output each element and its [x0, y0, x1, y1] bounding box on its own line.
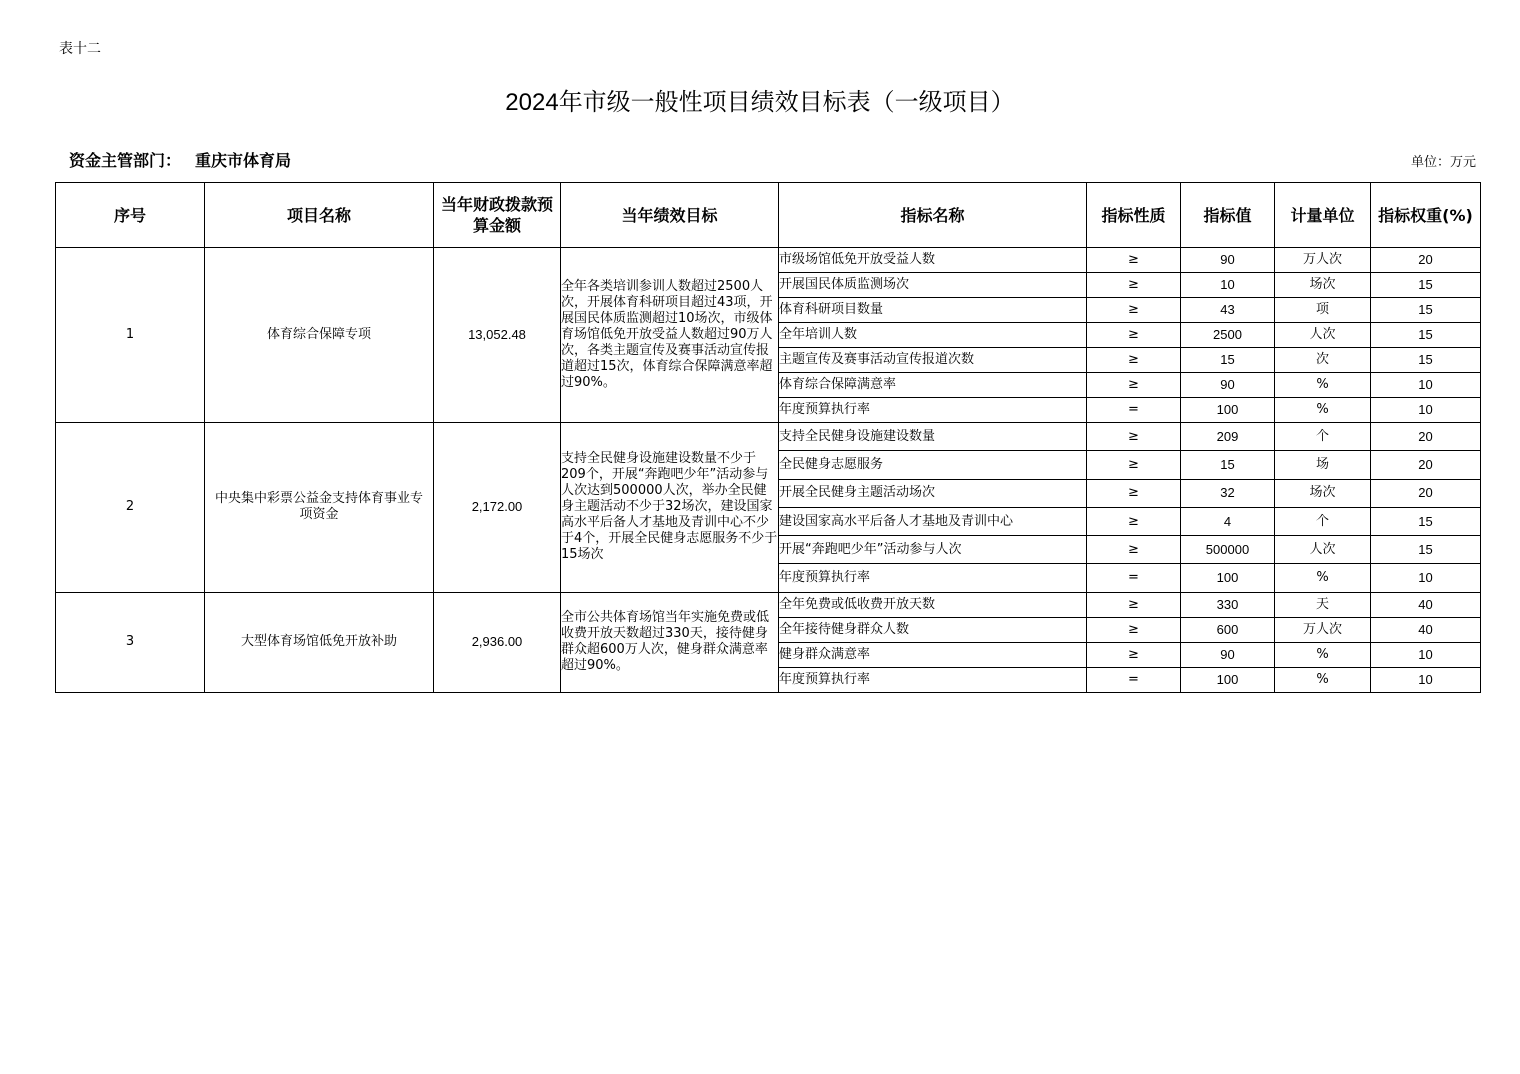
header-weight: 指标权重(%) [1371, 183, 1481, 248]
indicator-property: ≥ [1087, 536, 1181, 564]
indicator-value: 100 [1181, 667, 1275, 692]
project-annual-goal: 全年各类培训参训人数超过2500人次，开展体育科研项目超过43项，开展国民体质监测超过10场次，市级体育场馆低免开放受益人数超过90万人次，各类主题宣传及赛事活动宣传报道超过15次，体育综合保障满意率超过90%。 [561, 248, 779, 423]
indicator-property: ≥ [1087, 592, 1181, 617]
indicator-value: 10 [1181, 273, 1275, 298]
indicator-weight: 20 [1371, 248, 1481, 273]
indicator-property: ≥ [1087, 298, 1181, 323]
indicator-name: 全年免费或低收费开放天数 [779, 592, 1087, 617]
project-budget-amount: 13,052.48 [434, 248, 561, 423]
department-label: 资金主管部门： [69, 151, 182, 170]
indicator-weight: 15 [1371, 298, 1481, 323]
indicator-weight: 20 [1371, 479, 1481, 507]
indicator-property: = [1087, 398, 1181, 423]
department-value: 重庆市体育局 [195, 151, 292, 170]
indicator-weight: 10 [1371, 373, 1481, 398]
indicator-unit: 人次 [1275, 536, 1371, 564]
indicator-weight: 15 [1371, 273, 1481, 298]
indicator-value: 15 [1181, 451, 1275, 479]
indicator-value: 209 [1181, 423, 1275, 451]
indicator-unit: 天 [1275, 592, 1371, 617]
indicator-name: 年度预算执行率 [779, 667, 1087, 692]
header-budget-amount: 当年财政拨款预算金额 [434, 183, 561, 248]
project-annual-goal: 支持全民健身设施建设数量不少于209个，开展“奔跑吧少年”活动参与人次达到500000人次，举办全民健身主题活动不少于32场次，建设国家高水平后备人才基地及青训中心不少于4个，开展全民健身志愿服务不少于15场次 [561, 423, 779, 593]
indicator-property: ≥ [1087, 479, 1181, 507]
indicator-name: 体育科研项目数量 [779, 298, 1087, 323]
indicator-property: ≥ [1087, 273, 1181, 298]
indicator-weight: 15 [1371, 348, 1481, 373]
project-name [205, 248, 434, 423]
header-measure-unit: 计量单位 [1275, 183, 1371, 248]
indicator-name: 市级场馆低免开放受益人数 [779, 248, 1087, 273]
table-number: 表十二 [59, 41, 101, 57]
table-row [56, 248, 1481, 273]
indicator-weight: 10 [1371, 667, 1481, 692]
header-row [56, 183, 1481, 248]
indicator-weight: 10 [1371, 642, 1481, 667]
indicator-value: 100 [1181, 398, 1275, 423]
project-name-text: 体育综合保障专项 [266, 327, 371, 342]
project-serial: 1 [56, 248, 205, 423]
indicator-value: 330 [1181, 592, 1275, 617]
indicator-name: 全民健身志愿服务 [779, 451, 1087, 479]
header-project-name: 项目名称 [205, 183, 434, 248]
indicator-unit: % [1275, 564, 1371, 592]
unit-note: 单位：万元 [1410, 155, 1476, 170]
indicator-unit: 万人次 [1275, 248, 1371, 273]
page-title: 2024年市级一般性项目绩效目标表（一级项目） [505, 89, 1015, 116]
indicator-value: 32 [1181, 479, 1275, 507]
indicator-name: 年度预算执行率 [779, 564, 1087, 592]
indicator-property: = [1087, 564, 1181, 592]
indicator-unit: % [1275, 398, 1371, 423]
indicator-value: 43 [1181, 298, 1275, 323]
indicator-property: = [1087, 667, 1181, 692]
table-row [56, 592, 1481, 617]
header-annual-goal: 当年绩效目标 [561, 183, 779, 248]
indicator-weight: 40 [1371, 617, 1481, 642]
indicator-value: 100 [1181, 564, 1275, 592]
project-name [205, 592, 434, 692]
indicator-unit: % [1275, 642, 1371, 667]
indicator-value: 2500 [1181, 323, 1275, 348]
indicator-name: 开展“奔跑吧少年”活动参与人次 [779, 536, 1087, 564]
project-annual-goal: 全市公共体育场馆当年实施免费或低收费开放天数超过330天，接待健身群众超600万人次，健身群众满意率超过90%。 [561, 592, 779, 692]
indicator-name: 体育综合保障满意率 [779, 373, 1087, 398]
indicator-name: 年度预算执行率 [779, 398, 1087, 423]
indicator-property: ≥ [1087, 642, 1181, 667]
indicator-weight: 10 [1371, 564, 1481, 592]
indicator-name: 全年培训人数 [779, 323, 1087, 348]
indicator-value: 90 [1181, 248, 1275, 273]
indicator-property: ≥ [1087, 373, 1181, 398]
indicator-unit: 场 [1275, 451, 1371, 479]
project-name [205, 423, 434, 593]
indicator-value: 4 [1181, 507, 1275, 535]
header-indicator-value: 指标值 [1181, 183, 1275, 248]
indicator-name: 全年接待健身群众人数 [779, 617, 1087, 642]
indicator-unit: 场次 [1275, 273, 1371, 298]
indicator-name: 支持全民健身设施建设数量 [779, 423, 1087, 451]
indicator-weight: 20 [1371, 451, 1481, 479]
indicator-property: ≥ [1087, 248, 1181, 273]
performance-table [55, 182, 1481, 693]
table-row [56, 423, 1481, 451]
indicator-weight: 15 [1371, 507, 1481, 535]
indicator-weight: 20 [1371, 423, 1481, 451]
indicator-property: ≥ [1087, 451, 1181, 479]
header-indicator-name: 指标名称 [779, 183, 1087, 248]
project-budget-amount: 2,936.00 [434, 592, 561, 692]
indicator-weight: 15 [1371, 536, 1481, 564]
indicator-property: ≥ [1087, 617, 1181, 642]
department-line [69, 148, 291, 171]
indicator-weight: 10 [1371, 398, 1481, 423]
indicator-property: ≥ [1087, 423, 1181, 451]
indicator-unit: % [1275, 373, 1371, 398]
indicator-property: ≥ [1087, 348, 1181, 373]
indicator-name: 健身群众满意率 [779, 642, 1087, 667]
indicator-property: ≥ [1087, 323, 1181, 348]
indicator-unit: 个 [1275, 507, 1371, 535]
indicator-value: 90 [1181, 642, 1275, 667]
project-serial: 2 [56, 423, 205, 593]
indicator-unit: 人次 [1275, 323, 1371, 348]
indicator-unit: 万人次 [1275, 617, 1371, 642]
indicator-unit: 场次 [1275, 479, 1371, 507]
indicator-name: 开展国民体质监测场次 [779, 273, 1087, 298]
indicator-value: 600 [1181, 617, 1275, 642]
indicator-unit: 次 [1275, 348, 1371, 373]
project-name-text: 中央集中彩票公益金支持体育事业专项资金 [214, 491, 423, 523]
project-budget-amount: 2,172.00 [434, 423, 561, 593]
indicator-weight: 40 [1371, 592, 1481, 617]
indicator-property: ≥ [1087, 507, 1181, 535]
header-indicator-property: 指标性质 [1087, 183, 1181, 248]
project-serial: 3 [56, 592, 205, 692]
indicator-value: 500000 [1181, 536, 1275, 564]
indicator-unit: 项 [1275, 298, 1371, 323]
indicator-value: 90 [1181, 373, 1275, 398]
indicator-unit: 个 [1275, 423, 1371, 451]
indicator-unit: % [1275, 667, 1371, 692]
project-name-text: 大型体育场馆低免开放补助 [240, 634, 397, 650]
indicator-name: 开展全民健身主题活动场次 [779, 479, 1087, 507]
indicator-weight: 15 [1371, 323, 1481, 348]
indicator-name: 建设国家高水平后备人才基地及青训中心 [779, 507, 1087, 535]
indicator-name: 主题宣传及赛事活动宣传报道次数 [779, 348, 1087, 373]
table-body [56, 248, 1481, 693]
indicator-value: 15 [1181, 348, 1275, 373]
header-serial: 序号 [56, 183, 205, 248]
